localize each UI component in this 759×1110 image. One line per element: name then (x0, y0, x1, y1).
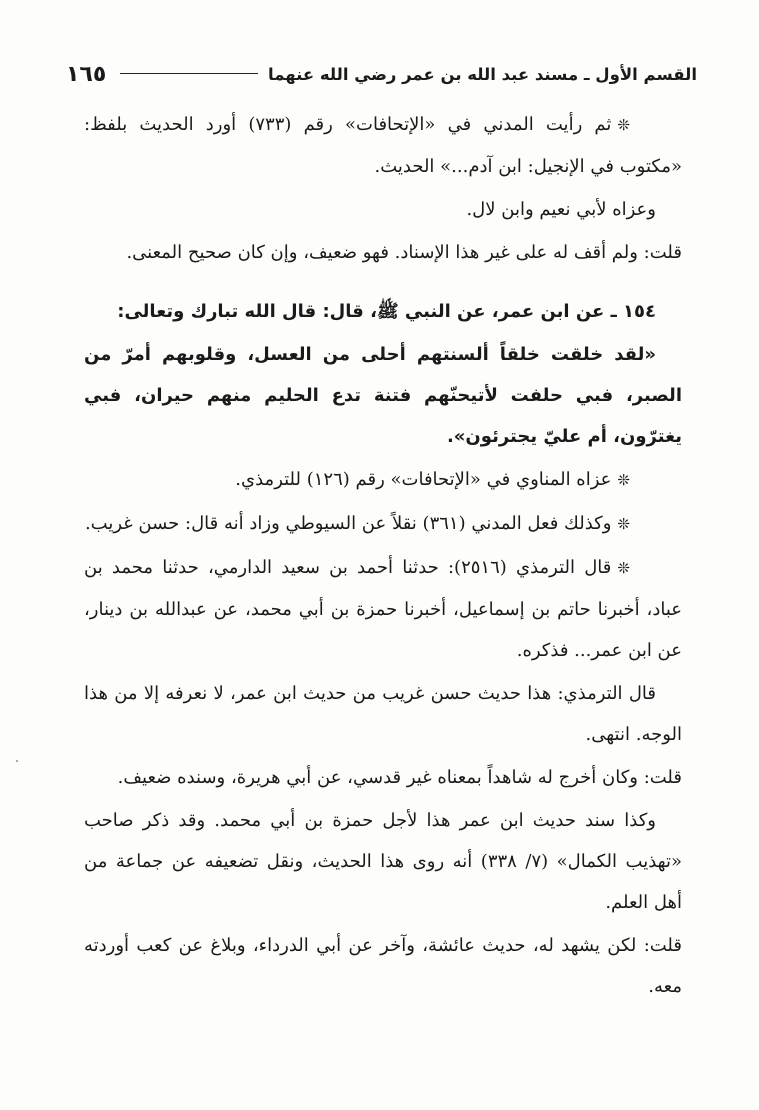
paragraph-text: قلت: وكان أخرج له شاهداً بمعناه غير قدسي، عن أبي هريرة، وسنده ضعيف. (117, 767, 682, 788)
paragraph (84, 800, 682, 923)
paragraph-text: وكذا سند حديث ابن عمر هذا لأجل حمزة بن أبي محمد. وقد ذكر صاحب «تهذيب الكمال» (٧/ ٣٣٨) أنه روى هذا الحديث، ونقل تضعيفه عن جماعة من أهل العلم. (84, 810, 683, 913)
page-body (84, 104, 682, 1009)
page-number: ١٦٥ (66, 61, 107, 87)
paragraph (84, 104, 682, 187)
asterism-icon: ❊ (617, 471, 630, 489)
paragraph (84, 189, 682, 230)
hadith-heading (84, 291, 682, 332)
asterism-icon: ❊ (617, 559, 630, 577)
paragraph (84, 459, 682, 501)
asterism-icon: ❊ (617, 116, 630, 134)
paragraph-text: قال الترمذي (٢٥١٦): حدثنا أحمد بن سعيد الدارمي، حدثنا محمد بن عباد، أخبرنا حاتم بن إسماعيل، أخبرنا حمزة بن أبي محمد، عن عبدالله بن دينار، عن ابن عمر... فذكره. (84, 557, 682, 661)
paragraph (84, 925, 682, 1007)
paragraph-text: ثم رأيت المدني في «الإتحافات» رقم (٧٣٣) أورد الحديث بلفظ: «مكتوب في الإنجيل: ابن آدم...» الحديث. (84, 114, 682, 177)
paragraph-text: قلت: لكن يشهد له، حديث عائشة، وآخر عن أبي الدرداء، وبلاغ عن كعب أوردته معه. (84, 935, 682, 997)
paragraph-text: قال الترمذي: هذا حديث حسن غريب من حديث ابن عمر، لا نعرفه إلا من هذا الوجه. انتهى. (84, 683, 682, 745)
paragraph (84, 673, 682, 755)
scan-speck (16, 760, 18, 762)
paragraph (84, 232, 682, 273)
paragraph-text: عزاه المناوي في «الإتحافات» رقم (١٢٦) للترمذي. (235, 469, 612, 490)
header-rule (120, 73, 258, 74)
paragraph (84, 503, 682, 545)
running-title: القسم الأول ـ مسند عبد الله بن عمر رضي الله عنهما (268, 64, 697, 84)
paragraph-text: وعزاه لأبي نعيم وابن لال. (466, 199, 656, 220)
paragraph (84, 547, 682, 671)
asterism-icon: ❊ (617, 515, 630, 533)
hadith-body-text: «لقد خلقت خلقاً ألسنتهم أحلى من العسل، وقلوبهم أمرّ من الصبر، فبي حلفت لأتيحنّهم فتنة تدع الحليم منهم حيران، فبي يغترّون، أم عليّ يجترئون». (84, 344, 682, 447)
hadith-heading-text: ١٥٤ ـ عن ابن عمر، عن النبي ﷺ، قال: قال الله تبارك وتعالى: (117, 301, 656, 322)
paragraph (84, 757, 682, 798)
paragraph-text: قلت: ولم أقف له على غير هذا الإسناد. فهو ضعيف، وإن كان صحيح المعنى. (126, 242, 682, 263)
page-header (66, 56, 697, 92)
paragraph-text: وكذلك فعل المدني (٣٦١) نقلاً عن السيوطي وزاد أنه قال: حسن غريب. (84, 513, 612, 534)
hadith-text (84, 334, 682, 457)
